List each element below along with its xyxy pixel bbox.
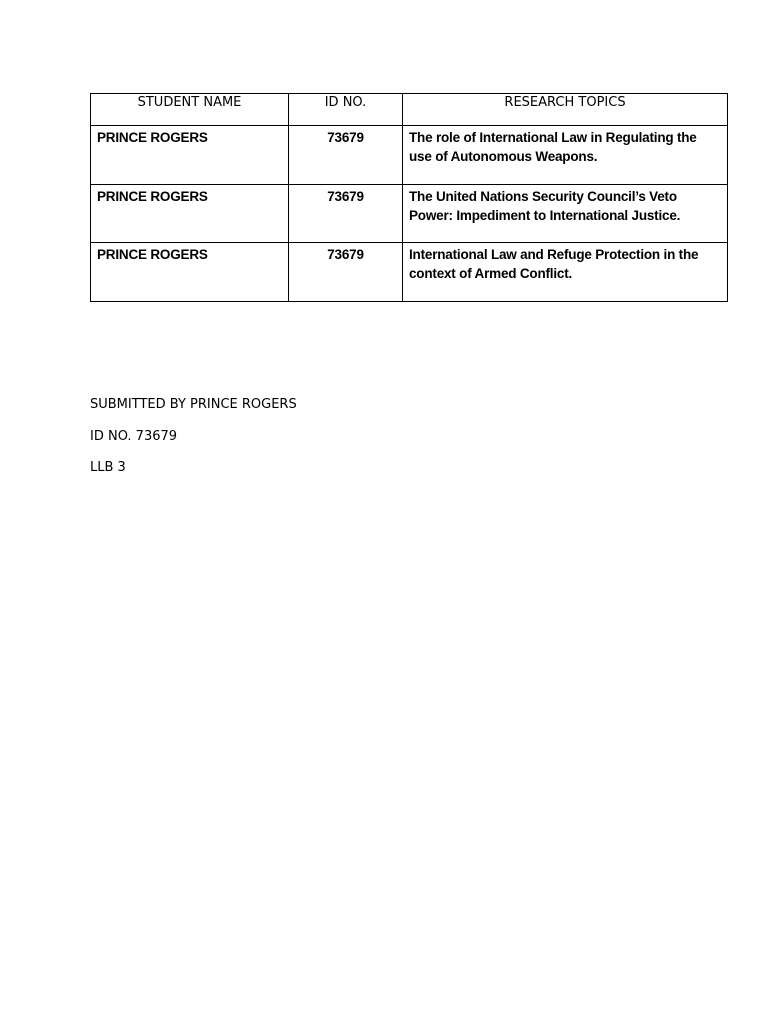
student-name-cell: PRINCE ROGERS	[91, 243, 289, 302]
student-name-cell: PRINCE ROGERS	[91, 126, 289, 185]
submission-details	[90, 397, 297, 492]
program-line: LLB 3	[90, 460, 126, 475]
table-row	[91, 243, 728, 302]
research-topic-cell: International Law and Refuge Protection in the context of Armed Conflict.	[403, 243, 728, 302]
student-name-cell: PRINCE ROGERS	[91, 184, 289, 243]
research-topic-cell: The United Nations Security Council’s Veto Power: Impediment to International Justice.	[403, 184, 728, 243]
header-research-topics: RESEARCH TOPICS	[403, 94, 728, 126]
id-cell: 73679	[289, 126, 403, 185]
header-id-no: ID NO.	[289, 94, 403, 126]
id-cell: 73679	[289, 184, 403, 243]
id-cell: 73679	[289, 243, 403, 302]
research-topic-cell: The role of International Law in Regulating the use of Autonomous Weapons.	[403, 126, 728, 185]
table-row	[91, 184, 728, 243]
header-student-name: STUDENT NAME	[91, 94, 289, 126]
research-topics-table	[90, 93, 728, 302]
table-row	[91, 126, 728, 185]
id-number-line: ID NO. 73679	[90, 428, 178, 444]
table-header-row	[91, 94, 728, 126]
submitted-by-line: SUBMITTED BY PRINCE ROGERS	[90, 397, 297, 412]
